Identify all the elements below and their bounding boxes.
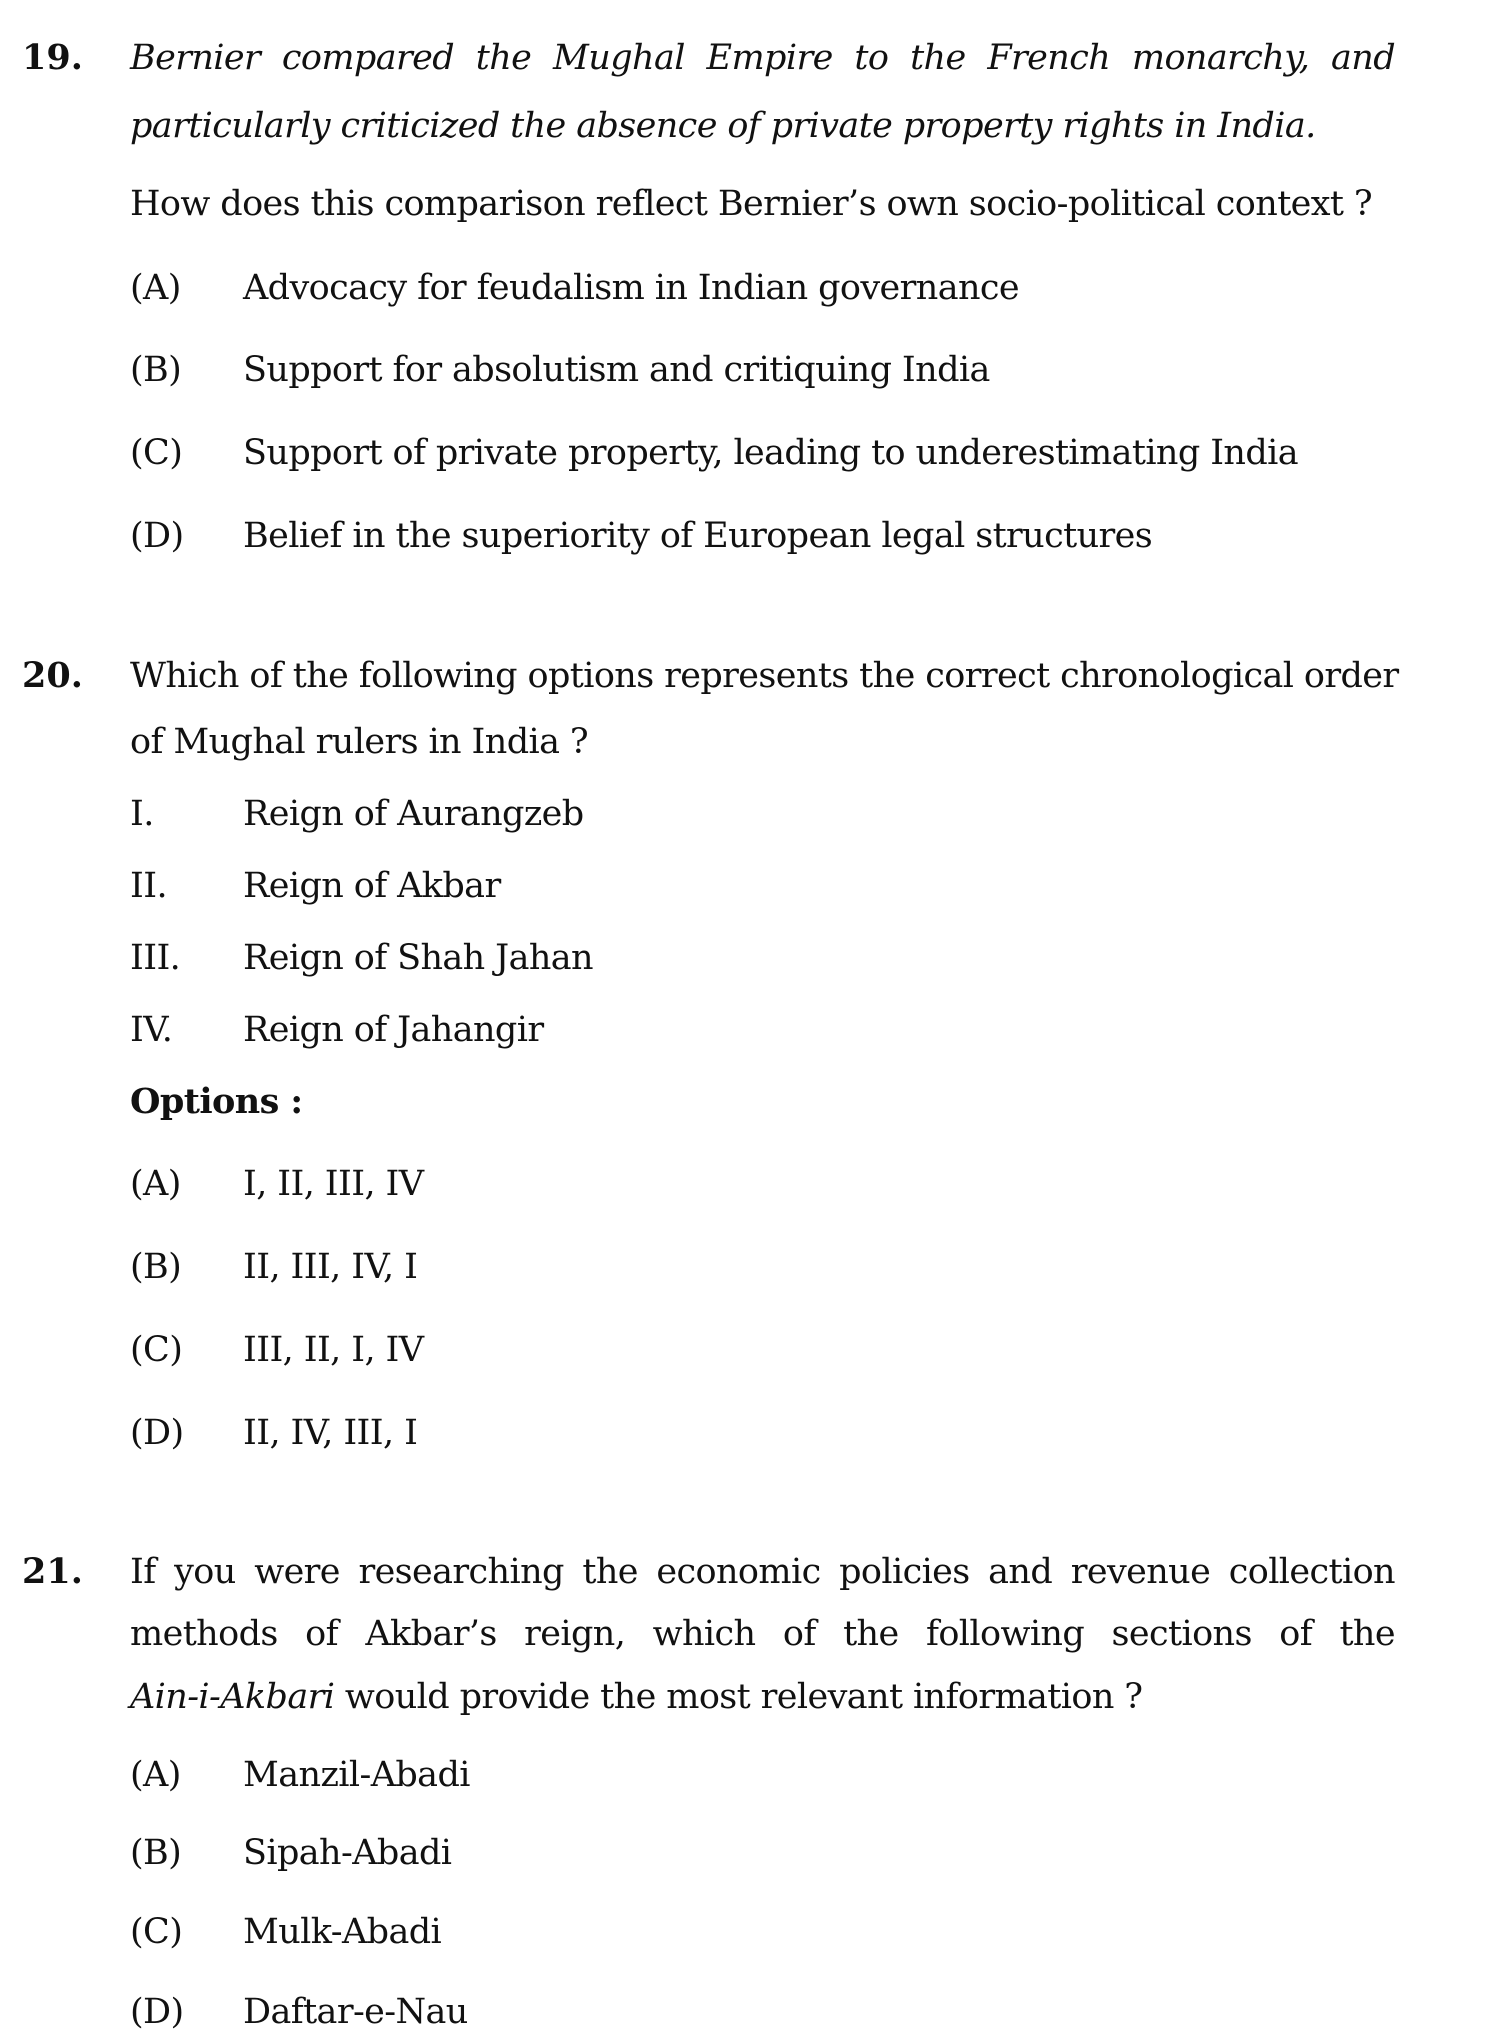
question-number: 19. [22, 37, 83, 78]
option-text: Manzil-Abadi [243, 1755, 470, 1795]
option-label: (D) [130, 516, 184, 556]
option-text: I, II, III, IV [243, 1164, 424, 1204]
statement-label: IV. [130, 1010, 173, 1050]
question-stem-line [130, 1675, 1395, 1719]
question-number: 20. [22, 655, 83, 696]
statement-text: Reign of Shah Jahan [243, 938, 593, 978]
option-text: Advocacy for feudalism in Indian governance [243, 268, 1020, 308]
option-label: (B) [130, 1247, 182, 1287]
option-label: (C) [130, 1912, 183, 1952]
option-text: II, III, IV, I [243, 1247, 418, 1287]
option-text: II, IV, III, I [243, 1413, 418, 1453]
option-d[interactable] [130, 1990, 468, 2034]
question-stem-line: If you were researching the economic policies and revenue collection [130, 1552, 1395, 1592]
option-text: Mulk-Abadi [243, 1912, 442, 1952]
option-text: Belief in the superiority of European legal structures [243, 516, 1153, 556]
statement-iv [130, 1008, 543, 1052]
option-label: (B) [130, 350, 182, 390]
statement-text: Reign of Jahangir [243, 1010, 544, 1050]
option-label: (A) [130, 1755, 181, 1795]
option-text: Daftar-e-Nau [243, 1992, 468, 2032]
option-d[interactable] [130, 514, 1152, 558]
option-label: (B) [130, 1833, 182, 1873]
statement-label: I. [130, 794, 154, 834]
question-number: 21. [22, 1551, 83, 1592]
option-text: Support of private property, leading to underestimating India [243, 433, 1299, 473]
option-text: Support for absolutism and critiquing India [243, 350, 990, 390]
option-c[interactable] [130, 431, 1298, 475]
statement-ii [130, 864, 501, 908]
question-stem-line: Bernier compared the Mughal Empire to the French monarchy, and [130, 38, 1395, 78]
option-label: (D) [130, 1992, 184, 2032]
question-stem-line: particularly criticized the absence of private property rights in India. [130, 106, 1316, 146]
statement-iii [130, 936, 593, 980]
statement-text: Reign of Aurangzeb [243, 794, 584, 834]
option-text: III, II, I, IV [243, 1330, 424, 1370]
statement-label: II. [130, 866, 167, 906]
option-b[interactable] [130, 1245, 417, 1289]
option-d[interactable] [130, 1411, 417, 1455]
options-heading: Options : [130, 1081, 303, 1122]
statement-text: Reign of Akbar [243, 866, 501, 906]
option-c[interactable] [130, 1328, 423, 1372]
option-b[interactable] [130, 348, 990, 392]
statement-i [130, 792, 584, 836]
option-text: Sipah-Abadi [243, 1833, 452, 1873]
question-stem-line: Which of the following options represents the correct chronological order [130, 656, 1399, 696]
option-label: (C) [130, 1330, 183, 1370]
option-a[interactable] [130, 1753, 470, 1797]
option-label: (A) [130, 1164, 181, 1204]
option-label: (A) [130, 268, 181, 308]
statement-label: III. [130, 938, 181, 978]
option-a[interactable] [130, 266, 1019, 310]
option-label: (C) [130, 433, 183, 473]
option-a[interactable] [130, 1162, 423, 1206]
question-prompt: How does this comparison reflect Bernier’s own socio-political context ? [130, 184, 1373, 224]
question-stem-line: methods of Akbar’s reign, which of the following sections of the [130, 1614, 1395, 1654]
question-stem-line: of Mughal rulers in India ? [130, 722, 589, 762]
option-b[interactable] [130, 1831, 451, 1875]
source-title: Ain-i-Akbari [130, 1677, 335, 1717]
option-label: (D) [130, 1413, 184, 1453]
option-c[interactable] [130, 1910, 441, 1954]
question-stem-rest: would provide the most relevant information ? [334, 1677, 1143, 1717]
